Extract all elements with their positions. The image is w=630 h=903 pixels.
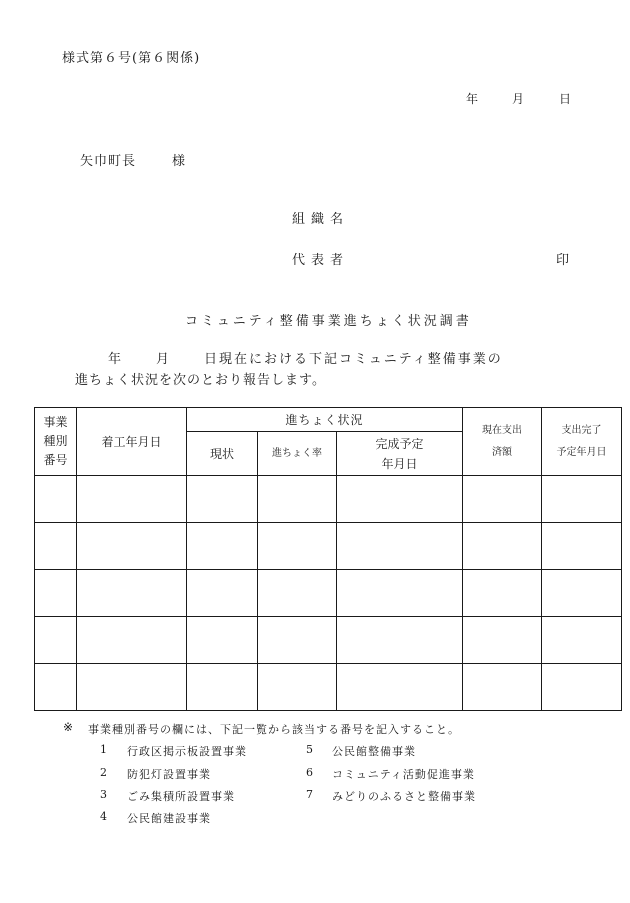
note-item-number: 4 — [100, 810, 107, 823]
cell-status[interactable] — [187, 476, 258, 523]
intro-line2: 進ちょく状況を次のとおり報告します。 — [75, 373, 326, 388]
addressee-name: 矢巾町長 — [80, 154, 137, 169]
note-item-label: 公民館整備事業 — [332, 745, 416, 758]
header-start-date — [77, 408, 187, 476]
note-item-label: コミュニティ活動促進事業 — [332, 768, 475, 781]
note-item-number: 3 — [100, 788, 107, 801]
note-item-number: 2 — [100, 766, 107, 779]
cell-progress-rate[interactable] — [258, 476, 337, 523]
cell-current-paid[interactable] — [463, 570, 542, 617]
cell-completion-date[interactable] — [337, 523, 463, 570]
cell-progress-rate[interactable] — [258, 664, 337, 711]
cell-current-paid[interactable] — [463, 617, 542, 664]
header-progress-group — [187, 408, 463, 432]
cell-type-number[interactable] — [35, 570, 77, 617]
header-completion — [337, 432, 463, 476]
cell-progress-rate[interactable] — [258, 523, 337, 570]
header-completion-line2: 年月日 — [381, 456, 418, 471]
header-status-label: 現状 — [209, 446, 234, 461]
date-day-label: 日 — [559, 92, 572, 106]
note-item-label: みどりのふるさと整備事業 — [332, 790, 476, 803]
note-mark: ※ — [63, 720, 74, 734]
cell-payment-done-date[interactable] — [542, 476, 622, 523]
header-completion-line1: 完成予定 — [375, 436, 424, 451]
cell-current-paid[interactable] — [463, 523, 542, 570]
header-current-paid — [463, 408, 542, 476]
addressee-honorific: 様 — [172, 154, 186, 169]
cell-progress-rate[interactable] — [258, 617, 337, 664]
cell-payment-done-date[interactable] — [542, 664, 622, 711]
header-type-number — [35, 408, 77, 476]
cell-payment-done-date[interactable] — [542, 570, 622, 617]
cell-completion-date[interactable] — [337, 476, 463, 523]
cell-status[interactable] — [187, 570, 258, 617]
document-title: コミュニティ整備事業進ちょく状況調書 — [185, 314, 472, 329]
form-number: 様式第６号(第６関係) — [62, 51, 201, 66]
cell-completion-date[interactable] — [337, 617, 463, 664]
organization-label: 組織名 — [292, 212, 350, 227]
header-type-number-label: 事業種別番号 — [43, 415, 68, 467]
note-item-number: 5 — [306, 743, 313, 756]
cell-completion-date[interactable] — [337, 570, 463, 617]
header-progress-group-label: 進ちょく状況 — [285, 412, 364, 427]
cell-start-date[interactable] — [77, 476, 187, 523]
cell-status[interactable] — [187, 617, 258, 664]
cell-payment-done-date[interactable] — [542, 523, 622, 570]
table-row — [35, 617, 622, 664]
note-item-label: 防犯灯設置事業 — [127, 768, 211, 781]
progress-report-table — [34, 407, 622, 711]
cell-status[interactable] — [187, 523, 258, 570]
cell-start-date[interactable] — [77, 523, 187, 570]
note-text: 事業種別番号の欄には、下記一覧から該当する番号を記入すること。 — [88, 723, 460, 736]
seal-label: 印 — [556, 253, 570, 268]
header-current-paid-line1: 現在支出 — [482, 424, 523, 436]
date-month-label: 月 — [512, 92, 525, 106]
intro-month: 月 — [156, 352, 170, 367]
cell-type-number[interactable] — [35, 617, 77, 664]
cell-type-number[interactable] — [35, 664, 77, 711]
intro-line1: 日現在における下記コミュニティ整備事業の — [204, 352, 503, 367]
cell-type-number[interactable] — [35, 523, 77, 570]
cell-current-paid[interactable] — [463, 476, 542, 523]
cell-payment-done-date[interactable] — [542, 617, 622, 664]
note-item-label: 行政区掲示板設置事業 — [127, 745, 247, 758]
table-row — [35, 523, 622, 570]
cell-progress-rate[interactable] — [258, 570, 337, 617]
header-status — [187, 432, 258, 476]
cell-type-number[interactable] — [35, 476, 77, 523]
cell-current-paid[interactable] — [463, 664, 542, 711]
date-year-label: 年 — [466, 92, 479, 106]
note-item-number: 7 — [306, 788, 313, 801]
header-payment-done — [542, 408, 622, 476]
note-item-label: ごみ集積所設置事業 — [127, 790, 235, 803]
cell-status[interactable] — [187, 664, 258, 711]
header-start-date-label: 着工年月日 — [101, 434, 162, 449]
intro-year: 年 — [108, 352, 122, 367]
table-row — [35, 664, 622, 711]
cell-start-date[interactable] — [77, 664, 187, 711]
header-progress-rate — [258, 432, 337, 476]
cell-start-date[interactable] — [77, 570, 187, 617]
representative-label: 代表者 — [292, 253, 350, 268]
table-row — [35, 476, 622, 523]
header-payment-done-line1: 支出完了 — [561, 424, 602, 436]
note-item-number: 1 — [100, 743, 107, 756]
cell-start-date[interactable] — [77, 617, 187, 664]
cell-completion-date[interactable] — [337, 664, 463, 711]
header-current-paid-line2: 済額 — [492, 446, 513, 458]
table-row — [35, 570, 622, 617]
note-item-label: 公民館建設事業 — [127, 812, 211, 825]
note-item-number: 6 — [306, 766, 313, 779]
header-payment-done-line2: 予定年月日 — [556, 446, 607, 458]
header-progress-rate-label: 進ちょく率 — [272, 447, 322, 459]
